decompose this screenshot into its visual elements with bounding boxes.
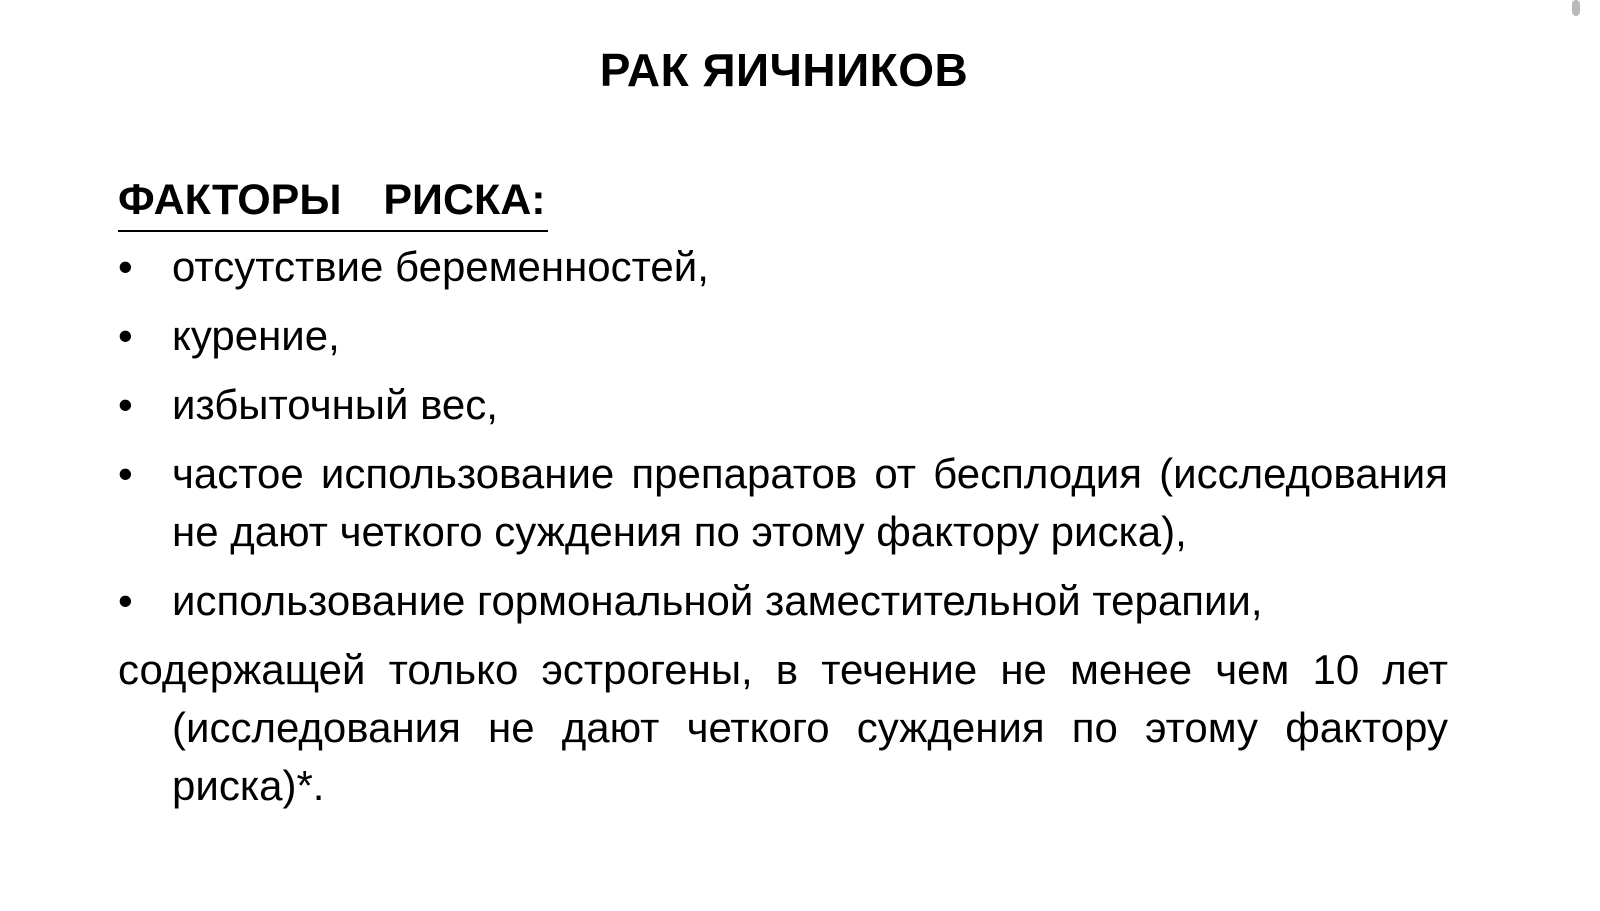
list-item-text: курение, <box>172 312 340 359</box>
list-item <box>118 572 1448 630</box>
bullet-icon: • <box>118 381 133 428</box>
bullet-icon: • <box>118 243 133 290</box>
list-item <box>118 307 1448 365</box>
list-item <box>118 445 1448 561</box>
list-item-text: частое использование препаратов от бесплодия (исследования не дают четкого суждения по этому фактору риска), <box>172 450 1448 555</box>
list-item <box>118 376 1448 434</box>
continuation-paragraph: содержащей только эстрогены, в течение не менее чем 10 лет (исследования не дают четкого суждения по этому фактору риска)*. <box>118 646 1448 809</box>
document-title: РАК ЯИЧНИКОВ <box>599 44 969 96</box>
bullet-icon: • <box>118 450 133 497</box>
list-item-text: избыточный вес, <box>172 381 498 428</box>
scrollbar-thumb[interactable] <box>1572 0 1580 16</box>
list-item <box>118 238 1448 296</box>
section-heading-risk-factors: ФАКТОРЫ РИСКА: <box>118 170 548 232</box>
document-body <box>118 238 1448 815</box>
list-item-text: использование гормональной заместительной терапии, <box>172 577 1263 624</box>
risk-factor-list <box>118 238 1448 630</box>
bullet-icon: • <box>118 577 133 624</box>
list-item-text: отсутствие беременностей, <box>172 243 709 290</box>
bullet-icon: • <box>118 312 133 359</box>
